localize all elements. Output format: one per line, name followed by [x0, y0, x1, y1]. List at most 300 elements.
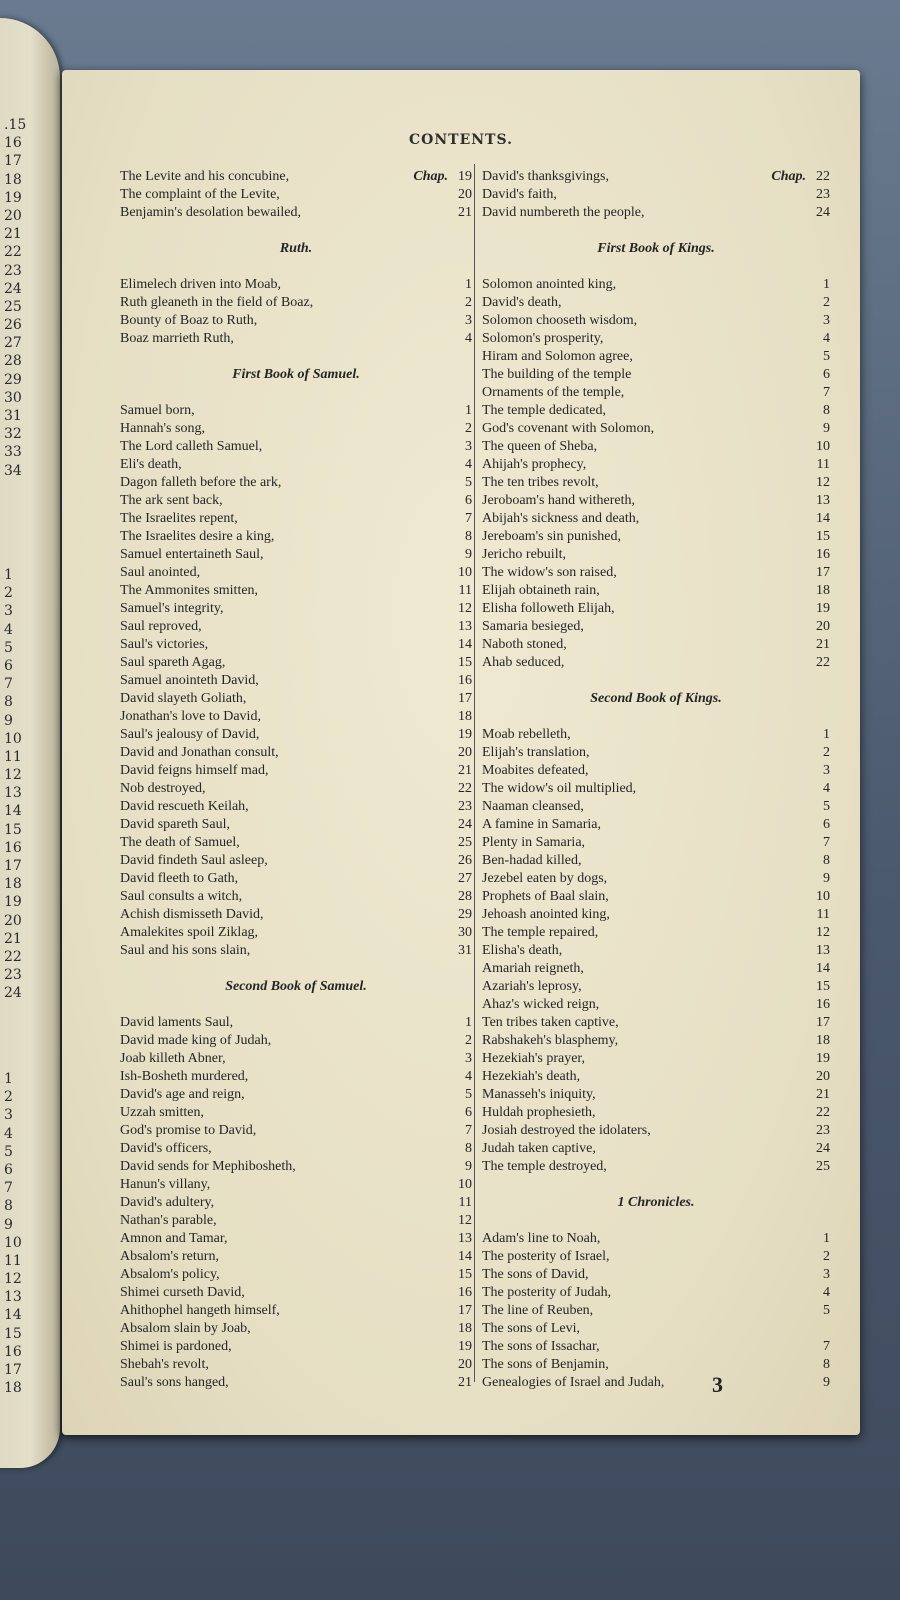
contents-entry: [120, 672, 472, 690]
contents-entry: [120, 582, 472, 600]
entry-title: The death of Samuel,: [120, 835, 240, 850]
contents-entry: [482, 1014, 830, 1032]
entry-title: Jericho rebuilt,: [482, 547, 566, 562]
entry-title: Manasseh's iniquity,: [482, 1087, 596, 1102]
chapter-number: 20: [816, 1069, 830, 1084]
column-divider: [474, 164, 475, 1382]
chapter-number: 10: [816, 439, 830, 454]
contents-entry: [120, 762, 472, 780]
contents-entry: [482, 1230, 830, 1248]
entry-title: Azariah's leprosy,: [482, 979, 582, 994]
entry-title: Naaman cleansed,: [482, 799, 584, 814]
contents-entry: [482, 366, 830, 384]
chapter-number: 1: [823, 727, 830, 742]
margin-number: 33: [4, 444, 22, 461]
spacer: [120, 960, 472, 978]
margin-number: 20: [4, 207, 22, 224]
contents-entry: [482, 438, 830, 456]
contents-entry: [482, 1266, 830, 1284]
chapter-number: 6: [465, 1105, 472, 1120]
entry-title: Elijah's translation,: [482, 745, 590, 760]
contents-entry: [482, 330, 830, 348]
contents-entry: [482, 744, 830, 762]
entry-title: The Lord calleth Samuel,: [120, 439, 263, 454]
chapter-number: 7: [823, 385, 830, 400]
contents-entry: [120, 888, 472, 906]
chapter-number: 23: [816, 187, 830, 202]
entry-title: Ten tribes taken captive,: [482, 1015, 619, 1030]
contents-entry: [482, 312, 830, 330]
entry-title: David numbereth the people,: [482, 205, 645, 220]
margin-number: 2: [4, 585, 13, 602]
margin-number: 14: [4, 803, 22, 820]
chapter-number: 20: [816, 619, 830, 634]
entry-title: The Israelites desire a king,: [120, 529, 275, 544]
chapter-number: 3: [823, 313, 830, 328]
chapter-number: 24: [816, 205, 830, 220]
contents-entry: [120, 420, 472, 438]
contents-entry: [482, 1356, 830, 1374]
contents-entry: [120, 1284, 472, 1302]
contents-entry: [120, 1104, 472, 1122]
entry-title: Ornaments of the temple,: [482, 385, 625, 400]
margin-number: 11: [4, 748, 22, 765]
contents-entry: [120, 1230, 472, 1248]
contents-entry: [482, 978, 830, 996]
entry-title: Nob destroyed,: [120, 781, 206, 796]
entry-title: Benjamin's desolation bewailed,: [120, 205, 301, 220]
contents-entry: [482, 1284, 830, 1302]
contents-entry: [120, 1212, 472, 1230]
chapter-number: 2: [465, 1033, 472, 1048]
margin-number: 19: [4, 894, 22, 911]
contents-entry: [120, 186, 472, 204]
margin-number: 3: [4, 603, 13, 620]
entry-title: Jeroboam's hand withereth,: [482, 493, 635, 508]
spacer: [482, 1212, 830, 1230]
contents-entry: [120, 510, 472, 528]
chapter-number: 8: [465, 529, 472, 544]
entry-title: Samaria besieged,: [482, 619, 584, 634]
contents-entry: [120, 546, 472, 564]
entry-title: Hanun's villany,: [120, 1177, 211, 1192]
contents-entry: [482, 1338, 830, 1356]
entry-title: David's faith,: [482, 187, 557, 202]
entry-title: Eli's death,: [120, 457, 182, 472]
contents-entry: [120, 1122, 472, 1140]
spacer: [482, 258, 830, 276]
entry-title: David's age and reign,: [120, 1087, 245, 1102]
entry-title: Bounty of Boaz to Ruth,: [120, 313, 258, 328]
margin-number: 21: [4, 226, 22, 243]
page-number: 3: [712, 1372, 723, 1397]
contents-entry: [482, 600, 830, 618]
chapter-number: 17: [458, 1303, 472, 1318]
entry-title: Amariah reigneth,: [482, 961, 584, 976]
entry-title: Amalekites spoil Ziklag,: [120, 925, 259, 940]
contents-entry: [482, 276, 830, 294]
entry-title: Jonathan's love to David,: [120, 709, 261, 724]
entry-title: The queen of Sheba,: [482, 439, 598, 454]
chapter-number: 1: [465, 277, 472, 292]
contents-entry: [482, 996, 830, 1014]
entry-title: The complaint of the Levite,: [120, 187, 280, 202]
chapter-number: 7: [823, 835, 830, 850]
chapter-number: 20: [458, 745, 472, 760]
contents-left-column: [120, 168, 472, 1392]
contents-entry: [120, 636, 472, 654]
contents-entry: [482, 492, 830, 510]
entry-title: Samuel born,: [120, 403, 195, 418]
chapter-number: 30: [458, 925, 472, 940]
margin-number: 23: [4, 967, 22, 984]
chapter-number: 21: [816, 1087, 830, 1102]
chapter-number: 2: [823, 295, 830, 310]
chapter-number: 23: [816, 1123, 830, 1138]
contents-entry: [120, 600, 472, 618]
entry-title: David sends for Mephibosheth,: [120, 1159, 296, 1174]
chapter-number: 7: [465, 1123, 472, 1138]
entry-title: The sons of David,: [482, 1267, 589, 1282]
entry-title: Prophets of Baal slain,: [482, 889, 609, 904]
entry-title: Huldah prophesieth,: [482, 1105, 596, 1120]
chapter-number: 22: [458, 781, 472, 796]
contents-entry: [482, 402, 830, 420]
chapter-number: 9: [465, 547, 472, 562]
chapter-number: 15: [458, 1267, 472, 1282]
entry-title: Uzzah smitten,: [120, 1105, 204, 1120]
entry-title: Ahab seduced,: [482, 655, 565, 670]
entry-title: Elisha followeth Elijah,: [482, 601, 615, 616]
chapter-number: 28: [458, 889, 472, 904]
chapter-number: 19: [816, 601, 830, 616]
contents-entry: [120, 474, 472, 492]
entry-title: Josiah destroyed the idolaters,: [482, 1123, 651, 1138]
margin-number: 17: [4, 858, 22, 874]
chapter-number: 8: [465, 1141, 472, 1156]
chapter-number: 20: [458, 187, 472, 202]
entry-title: David rescueth Keilah,: [120, 799, 249, 814]
page-heading: CONTENTS.: [409, 132, 513, 148]
entry-title: Ahijah's prophecy,: [482, 457, 587, 472]
entry-title: A famine in Samaria,: [482, 817, 601, 832]
chapter-number: 2: [465, 421, 472, 436]
chapter-number: 7: [823, 1339, 830, 1354]
chapter-number: 3: [823, 1267, 830, 1282]
contents-entry: [482, 474, 830, 492]
contents-entry: [120, 924, 472, 942]
entry-title: The sons of Levi,: [482, 1321, 580, 1336]
margin-number: 2: [4, 1089, 13, 1106]
chapter-number: 12: [458, 1213, 472, 1228]
chapter-number: 16: [458, 1285, 472, 1300]
chapter-number: 4: [823, 1285, 830, 1300]
entry-title: David feigns himself mad,: [120, 763, 269, 778]
spacer: [120, 348, 472, 366]
contents-entry: [482, 564, 830, 582]
entry-title: Saul's jealousy of David,: [120, 727, 260, 742]
margin-number: 5: [4, 1143, 13, 1160]
chapter-number: 6: [465, 493, 472, 508]
chapter-number: 25: [816, 1159, 830, 1174]
chapter-number: 5: [823, 1303, 830, 1318]
entry-title: Rabshakeh's blasphemy,: [482, 1033, 619, 1048]
entry-title: Solomon anointed king,: [482, 277, 617, 292]
contents-entry: [482, 1122, 830, 1140]
chapter-number: 12: [816, 925, 830, 940]
entry-title: Hannah's song,: [120, 421, 205, 436]
margin-number: 18: [4, 876, 22, 893]
chapter-number: 13: [458, 1231, 472, 1246]
chapter-number: 25: [458, 835, 472, 850]
contents-entry: [482, 960, 830, 978]
margin-number: 7: [4, 676, 13, 693]
contents-entry: [482, 186, 830, 204]
section-heading: First Book of Samuel.: [232, 367, 360, 382]
contents-entry: [120, 870, 472, 888]
contents-entry: [482, 510, 830, 528]
entry-title: Ish-Bosheth murdered,: [120, 1069, 249, 1084]
section-heading: Second Book of Samuel.: [225, 979, 367, 994]
entry-title: David spareth Saul,: [120, 817, 231, 832]
chapter-number: 14: [816, 511, 830, 526]
entry-title: David's adultery,: [120, 1195, 215, 1210]
chapter-number: 12: [816, 475, 830, 490]
entry-title: Adam's line to Noah,: [482, 1231, 601, 1246]
margin-number: 17: [4, 153, 22, 170]
contents-entry: [120, 456, 472, 474]
entry-title: Hiram and Solomon agree,: [482, 349, 633, 364]
chapter-number: 4: [465, 331, 472, 346]
section-heading: First Book of Kings.: [597, 241, 715, 256]
chapter-number: 7: [465, 511, 472, 526]
contents-entry: [120, 1320, 472, 1338]
spacer: [482, 1176, 830, 1194]
margin-number: 21: [4, 930, 22, 947]
margin-number: 15: [4, 1325, 22, 1342]
contents-entry: [120, 744, 472, 762]
entry-title: The sons of Issachar,: [482, 1339, 600, 1354]
contents-entry: [482, 618, 830, 636]
chap-label: Chap.: [771, 169, 806, 184]
contents-entry: [120, 690, 472, 708]
spacer: [482, 708, 830, 726]
chapter-number: 24: [458, 817, 472, 832]
margin-number: 18: [4, 171, 22, 188]
entry-title: God's covenant with Solomon,: [482, 421, 655, 436]
chapter-number: 27: [458, 871, 472, 886]
margin-number: 11: [4, 1252, 22, 1269]
entry-title: David's death,: [482, 295, 562, 310]
contents-entry: [120, 816, 472, 834]
margin-number: 18: [4, 1380, 22, 1397]
margin-number: 30: [4, 389, 22, 406]
chapter-number: 22: [816, 1105, 830, 1120]
chapter-number: 17: [816, 1015, 830, 1030]
contents-entry: [120, 564, 472, 582]
section-heading: Ruth.: [279, 241, 313, 256]
contents-entry: [482, 168, 830, 186]
contents-entry: [120, 726, 472, 744]
chapter-number: 8: [823, 403, 830, 418]
margin-number: 22: [4, 948, 22, 965]
contents-entry: [482, 780, 830, 798]
contents-entry: [482, 348, 830, 366]
contents-entry: [482, 546, 830, 564]
entry-title: Saul's victories,: [120, 637, 209, 652]
margin-number: 5: [4, 639, 13, 656]
margin-number: 24: [4, 985, 22, 1002]
left-margin-numbers-a: [4, 116, 34, 480]
spacer: [120, 996, 472, 1014]
contents-entry: [482, 726, 830, 744]
chapter-number: 13: [816, 493, 830, 508]
chapter-number: 19: [458, 727, 472, 742]
contents-entry: [120, 168, 472, 186]
entry-title: David and Jonathan consult,: [120, 745, 279, 760]
contents-right-column: [482, 168, 830, 1392]
entry-title: Shimei curseth David,: [120, 1285, 245, 1300]
contents-entry: [120, 294, 472, 312]
margin-number: 1: [4, 1071, 13, 1087]
margin-number: 4: [4, 1125, 13, 1142]
margin-number: 32: [4, 426, 22, 443]
chapter-number: 9: [465, 1159, 472, 1174]
entry-title: Saul reproved,: [120, 619, 202, 634]
chapter-number: 18: [458, 709, 472, 724]
entry-title: Joab killeth Abner,: [120, 1051, 226, 1066]
contents-entry: [482, 456, 830, 474]
contents-entry: [120, 852, 472, 870]
contents-entry: [482, 654, 830, 672]
entry-title: The temple repaired,: [482, 925, 599, 940]
margin-number: 9: [4, 1216, 13, 1233]
entry-title: The Israelites repent,: [120, 511, 238, 526]
entry-title: David findeth Saul asleep,: [120, 853, 268, 868]
chapter-number: 5: [823, 349, 830, 364]
chapter-number: 4: [823, 331, 830, 346]
margin-number: 31: [4, 408, 22, 424]
contents-entry: [120, 834, 472, 852]
entry-title: Genealogies of Israel and Judah,: [482, 1375, 665, 1390]
chapter-number: 4: [823, 781, 830, 796]
contents-entry: [482, 762, 830, 780]
chapter-number: 8: [823, 1357, 830, 1372]
margin-number: 4: [4, 621, 13, 638]
entry-title: Moabites defeated,: [482, 763, 589, 778]
chapter-number: 21: [458, 205, 472, 220]
entry-title: David fleeth to Gath,: [120, 871, 239, 886]
chapter-number: 3: [465, 439, 472, 454]
contents-entry: [482, 816, 830, 834]
chapter-number: 16: [816, 997, 830, 1012]
left-page-edge: [0, 18, 60, 1468]
margin-number: 15: [4, 821, 22, 838]
chapter-number: 16: [816, 547, 830, 562]
chapter-number: 2: [465, 295, 472, 310]
margin-number: .15: [4, 117, 27, 133]
margin-number: 29: [4, 371, 22, 388]
contents-entry: [120, 1068, 472, 1086]
chapter-number: 21: [458, 1375, 472, 1390]
contents-entry: [120, 438, 472, 456]
contents-entry: [120, 1158, 472, 1176]
spacer: [120, 222, 472, 240]
contents-entry: [482, 1086, 830, 1104]
entry-title: Samuel's integrity,: [120, 601, 224, 616]
entry-title: David made king of Judah,: [120, 1033, 272, 1048]
chapter-number: 19: [816, 1051, 830, 1066]
contents-entry: [120, 402, 472, 420]
entry-title: Amnon and Tamar,: [120, 1231, 228, 1246]
contents-entry: [120, 708, 472, 726]
chapter-number: 9: [823, 871, 830, 886]
margin-number: 16: [4, 135, 22, 152]
entry-title: Plenty in Samaria,: [482, 835, 586, 850]
chapter-number: 21: [458, 763, 472, 778]
entry-title: The ten tribes revolt,: [482, 475, 599, 490]
entry-title: Dagon falleth before the ark,: [120, 475, 282, 490]
chapter-number: 3: [465, 1051, 472, 1066]
chapter-number: 19: [458, 169, 472, 184]
margin-number: 7: [4, 1180, 13, 1197]
margin-number: 6: [4, 657, 13, 674]
contents-entry: [120, 1356, 472, 1374]
margin-number: 16: [4, 839, 22, 856]
left-margin-numbers-b: [4, 566, 34, 1003]
chapter-number: 1: [465, 1015, 472, 1030]
spacer: [482, 672, 830, 690]
contents-entry: [120, 1176, 472, 1194]
entry-title: Saul anointed,: [120, 565, 201, 580]
chap-label: Chap.: [413, 169, 448, 184]
chapter-number: 14: [458, 637, 472, 652]
margin-number: 10: [4, 1234, 22, 1251]
entry-title: Moab rebelleth,: [482, 727, 571, 742]
chapter-number: 5: [465, 475, 472, 490]
contents-entry: [120, 204, 472, 222]
entry-title: Judah taken captive,: [482, 1141, 596, 1156]
entry-title: David laments Saul,: [120, 1015, 234, 1030]
section-heading: Second Book of Kings.: [590, 691, 722, 706]
chapter-number: 15: [458, 655, 472, 670]
contents-entry: [120, 654, 472, 672]
margin-number: 24: [4, 280, 22, 297]
contents-entry: [120, 330, 472, 348]
chapter-number: 4: [465, 457, 472, 472]
entry-title: The Levite and his concubine,: [120, 169, 290, 184]
margin-number: 23: [4, 262, 22, 279]
margin-number: 25: [4, 298, 22, 315]
entry-title: Saul's sons hanged,: [120, 1375, 229, 1390]
entry-title: David's officers,: [120, 1141, 212, 1156]
chapter-number: 3: [823, 763, 830, 778]
chapter-number: 11: [458, 1195, 472, 1210]
entry-title: The temple destroyed,: [482, 1159, 607, 1174]
chapter-number: 29: [458, 907, 472, 922]
entry-title: The temple dedicated,: [482, 403, 606, 418]
contents-entry: [482, 852, 830, 870]
contents-entry: [482, 924, 830, 942]
margin-number: 13: [4, 1289, 22, 1306]
chapter-number: 24: [816, 1141, 830, 1156]
chapter-number: 10: [458, 565, 472, 580]
margin-number: 1: [4, 567, 13, 583]
contents-entry: [482, 1302, 830, 1320]
entry-title: Ben-hadad killed,: [482, 853, 582, 868]
margin-number: 16: [4, 1343, 22, 1360]
entry-title: Ruth gleaneth in the field of Boaz,: [120, 295, 314, 310]
